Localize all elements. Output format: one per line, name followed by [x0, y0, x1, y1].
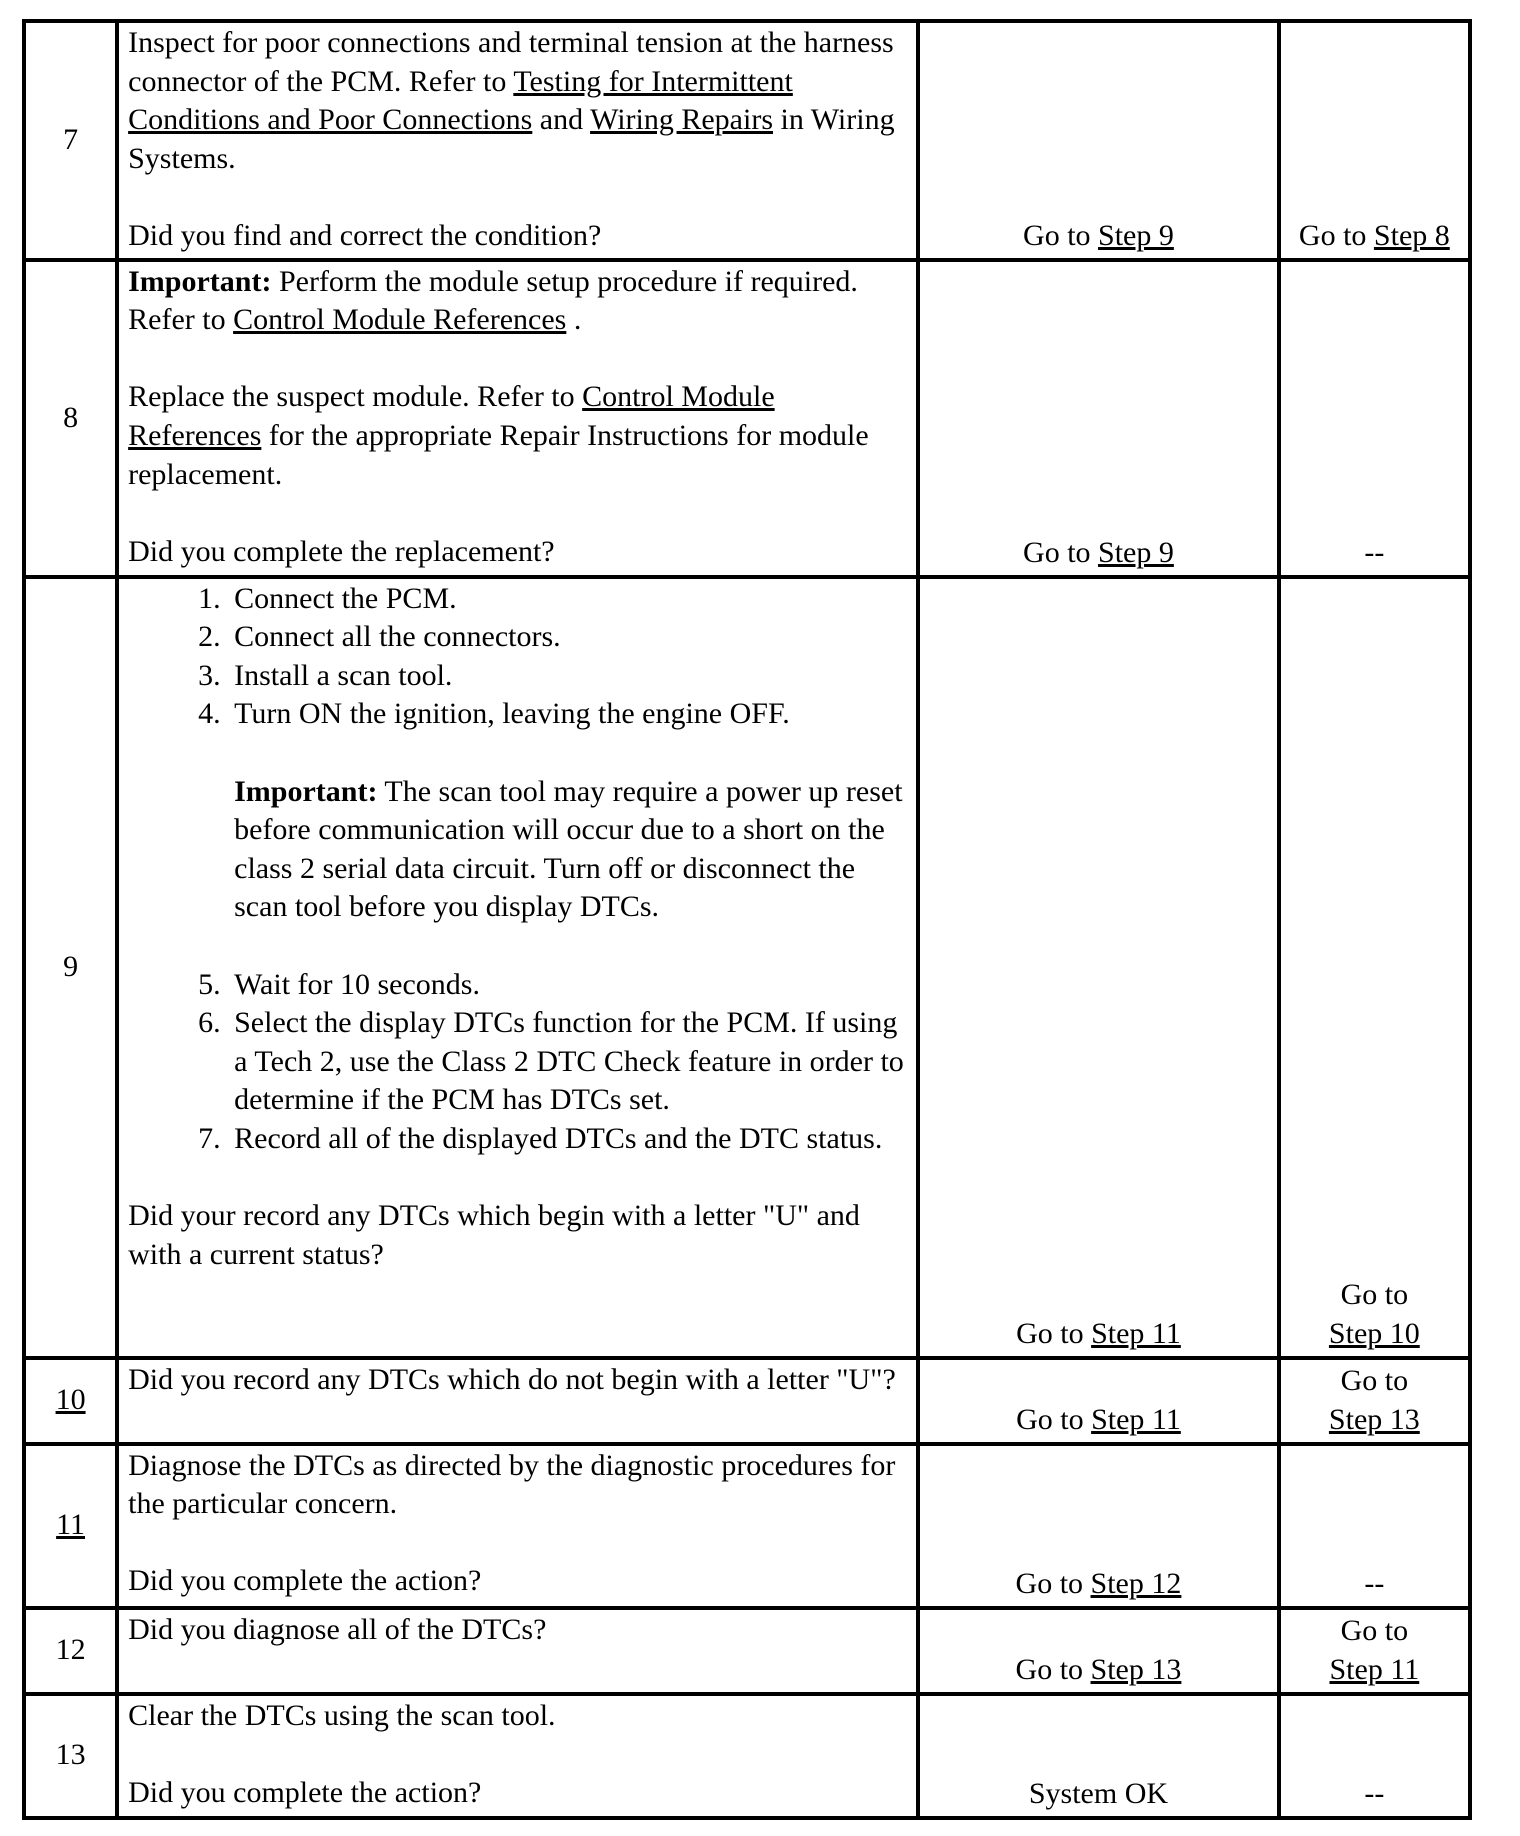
step-13-link[interactable]: Step 13 — [1328, 1402, 1420, 1436]
testing-intermittent-link[interactable]: Testing for Intermittent Conditions and Poor Connections — [128, 64, 793, 137]
step-8-link[interactable]: Step 8 — [1373, 218, 1450, 252]
action-text: Perform the module setup procedure if required. Refer to — [128, 264, 858, 337]
go-to-text: Go to — [1015, 1652, 1091, 1686]
step-number-link[interactable]: 11 — [24, 1444, 117, 1608]
action-cell — [117, 1358, 918, 1444]
action-text: Replace the suspect module. Refer to — [128, 380, 583, 414]
question-text: Did you complete the action? — [128, 1564, 482, 1598]
action-text: Inspect for poor connections and terminal tension at the harness connector of the PCM. Refer to — [128, 26, 894, 98]
control-module-references-link[interactable]: Control Module References — [233, 303, 567, 337]
action-text: Diagnose the DTCs as directed by the diagnostic procedures for the particular concern. — [128, 1448, 896, 1521]
yes-cell — [918, 1608, 1278, 1694]
step-11-link[interactable]: Step 11 — [1091, 1316, 1181, 1350]
question-text: Did your record any DTCs which begin with a letter "U" and with a current status? — [128, 1199, 860, 1271]
table-row — [24, 577, 1470, 1358]
no-cell — [1279, 1358, 1470, 1444]
no-cell: -- — [1279, 260, 1470, 577]
step-12-link[interactable]: Step 12 — [1090, 1566, 1182, 1600]
go-to-text: Go to — [1023, 218, 1099, 252]
yes-cell — [918, 577, 1278, 1358]
list-item: 5. Wait for 10 seconds. — [228, 966, 908, 1005]
question-text: Did you complete the replacement? — [128, 534, 555, 568]
important-label: Important: — [128, 264, 272, 298]
no-cell: -- — [1279, 1694, 1470, 1818]
go-to-text: Go to — [1340, 1278, 1409, 1312]
list-item — [228, 695, 908, 927]
action-cell — [117, 1444, 918, 1608]
step-number: 9 — [24, 577, 117, 1358]
table-row — [24, 1358, 1470, 1444]
go-to-text: Go to — [1340, 1614, 1409, 1648]
step-number: 8 — [24, 260, 117, 577]
no-cell — [1279, 21, 1470, 260]
go-to-text: Go to — [1340, 1364, 1409, 1398]
list-item: 6. Select the display DTCs function for the PCM. If using a Tech 2, use the Class 2 DTC Check feature in order to determine if the PCM has DTCs set. — [228, 1004, 908, 1120]
yes-cell — [918, 260, 1278, 577]
action-text: and — [532, 103, 591, 137]
procedure-list — [128, 966, 908, 1159]
question-text: Did you complete the action? — [128, 1775, 482, 1809]
no-cell — [1279, 1608, 1470, 1694]
step-11-link[interactable]: Step 11 — [1091, 1402, 1181, 1436]
step-number-link[interactable]: 10 — [24, 1358, 117, 1444]
yes-cell — [918, 1358, 1278, 1444]
step-number: 12 — [24, 1608, 117, 1694]
table-row — [24, 21, 1470, 260]
step-9-link[interactable]: Step 9 — [1098, 535, 1174, 569]
important-label: Important: — [234, 774, 378, 808]
wiring-repairs-link[interactable]: Wiring Repairs — [590, 103, 773, 137]
action-cell — [117, 260, 918, 577]
procedure-list — [128, 580, 908, 927]
yes-cell: System OK — [918, 1694, 1278, 1818]
action-cell — [117, 1694, 918, 1818]
go-to-text: Go to — [1298, 218, 1374, 252]
step-11-link[interactable]: Step 11 — [1329, 1652, 1420, 1686]
action-text: in Wiring Systems. — [128, 103, 895, 175]
step-number: 7 — [24, 21, 117, 260]
yes-cell — [918, 21, 1278, 260]
go-to-text: Go to — [1015, 1566, 1091, 1600]
action-text: for the appropriate Repair Instructions for module replacement. — [128, 418, 869, 491]
action-cell — [117, 577, 918, 1358]
question-text: Did you diagnose all of the DTCs? — [128, 1612, 547, 1646]
yes-cell — [918, 1444, 1278, 1608]
question-text: Did you record any DTCs which do not begin with a letter "U"? — [128, 1362, 896, 1396]
step-9-link[interactable]: Step 9 — [1098, 218, 1174, 252]
important-note — [234, 773, 908, 927]
list-item: 7. Record all of the displayed DTCs and the DTC status. — [228, 1120, 908, 1159]
go-to-text: Go to — [1016, 1402, 1092, 1436]
no-cell — [1279, 577, 1470, 1358]
list-item: 3. Install a scan tool. — [228, 657, 908, 696]
question-text: Did you find and correct the condition? — [128, 218, 602, 252]
list-item-text: Turn ON the ignition, leaving the engine OFF. — [234, 697, 790, 731]
step-13-link[interactable]: Step 13 — [1090, 1652, 1182, 1686]
diagnostic-table — [22, 19, 1472, 1820]
table-row — [24, 1444, 1470, 1608]
step-10-link[interactable]: Step 10 — [1328, 1316, 1420, 1350]
action-text: . — [566, 303, 582, 337]
important-text: The scan tool may require a power up reset before communication will occur due to a short on the class 2 serial data circuit. Turn off or disconnect the scan tool before you display DTCs. — [234, 774, 903, 924]
go-to-text: Go to — [1023, 535, 1099, 569]
action-cell — [117, 21, 918, 260]
list-item: 1. Connect the PCM. — [228, 580, 908, 619]
table-row — [24, 1694, 1470, 1818]
step-number: 13 — [24, 1694, 117, 1818]
action-text: Clear the DTCs using the scan tool. — [128, 1698, 556, 1732]
table-row — [24, 260, 1470, 577]
go-to-text: Go to — [1016, 1316, 1092, 1350]
list-item: 2. Connect all the connectors. — [228, 618, 908, 657]
action-cell — [117, 1608, 918, 1694]
table-row — [24, 1608, 1470, 1694]
no-cell: -- — [1279, 1444, 1470, 1608]
control-module-references-link[interactable]: Control Module References — [128, 380, 775, 452]
